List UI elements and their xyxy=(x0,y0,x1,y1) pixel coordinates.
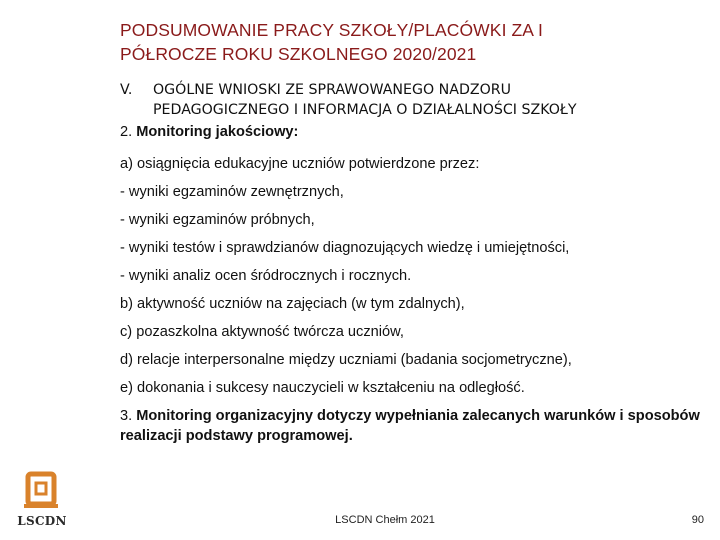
list-item-a: a) osiągnięcia edukacyjne uczniów potwierdzone przez: xyxy=(120,156,480,172)
slide-title xyxy=(120,18,680,66)
list-item-c: c) pozaszkolna aktywność twórcza uczniów, xyxy=(120,324,404,340)
point-2-bold-text: Monitoring jakościowy: xyxy=(136,124,299,140)
list-subitem-external-exams: - wyniki egzaminów zewnętrznych, xyxy=(120,184,344,200)
list-item-d: d) relacje interpersonalne między uczniami (badania socjometryczne), xyxy=(120,352,572,368)
point-3-paragraph xyxy=(120,406,710,446)
point-3-number: 3. xyxy=(120,408,133,424)
point-2-number: 2. xyxy=(120,124,133,140)
page-number: 90 xyxy=(691,514,704,526)
section-heading xyxy=(120,80,700,120)
lscdn-logo-text: LSCDN xyxy=(17,514,67,528)
lscdn-logo-mark-icon xyxy=(10,470,74,514)
list-item-b: b) aktywność uczniów na zajęciach (w tym zdalnych), xyxy=(120,296,465,312)
slide-title-line-1: PODSUMOWANIE PRACY SZKOŁY/PLACÓWKI ZA I xyxy=(120,20,544,40)
slide-title-line-2: PÓŁROCZE ROKU SZKOLNEGO 2020/2021 xyxy=(120,44,477,64)
section-heading-line-2: PEDAGOGICZNEGO I INFORMACJA O DZIAŁALNOŚCI SZKOŁY xyxy=(153,102,577,118)
lscdn-logo xyxy=(10,470,74,532)
list-subitem-diagnostic-tests: - wyniki testów i sprawdzianów diagnozujących wiedzę i umiejętności, xyxy=(120,240,570,256)
section-number: V. xyxy=(120,82,133,98)
list-item-e: e) dokonania i sukcesy nauczycieli w kształceniu na odległość. xyxy=(120,380,525,396)
point-3-bold-text: Monitoring organizacyjny dotyczy wypełniania zalecanych warunków i sposobów realizacji podstawy programowej. xyxy=(120,408,700,444)
section-heading-line-1: OGÓLNE WNIOSKI ZE SPRAWOWANEGO NADZORU xyxy=(153,82,512,98)
list-subitem-trial-exams: - wyniki egzaminów próbnych, xyxy=(120,212,315,228)
point-2-heading xyxy=(120,122,298,142)
footer-text: LSCDN Chełm 2021 xyxy=(335,514,435,526)
list-subitem-grade-analysis: - wyniki analiz ocen śródrocznych i rocznych. xyxy=(120,268,412,284)
